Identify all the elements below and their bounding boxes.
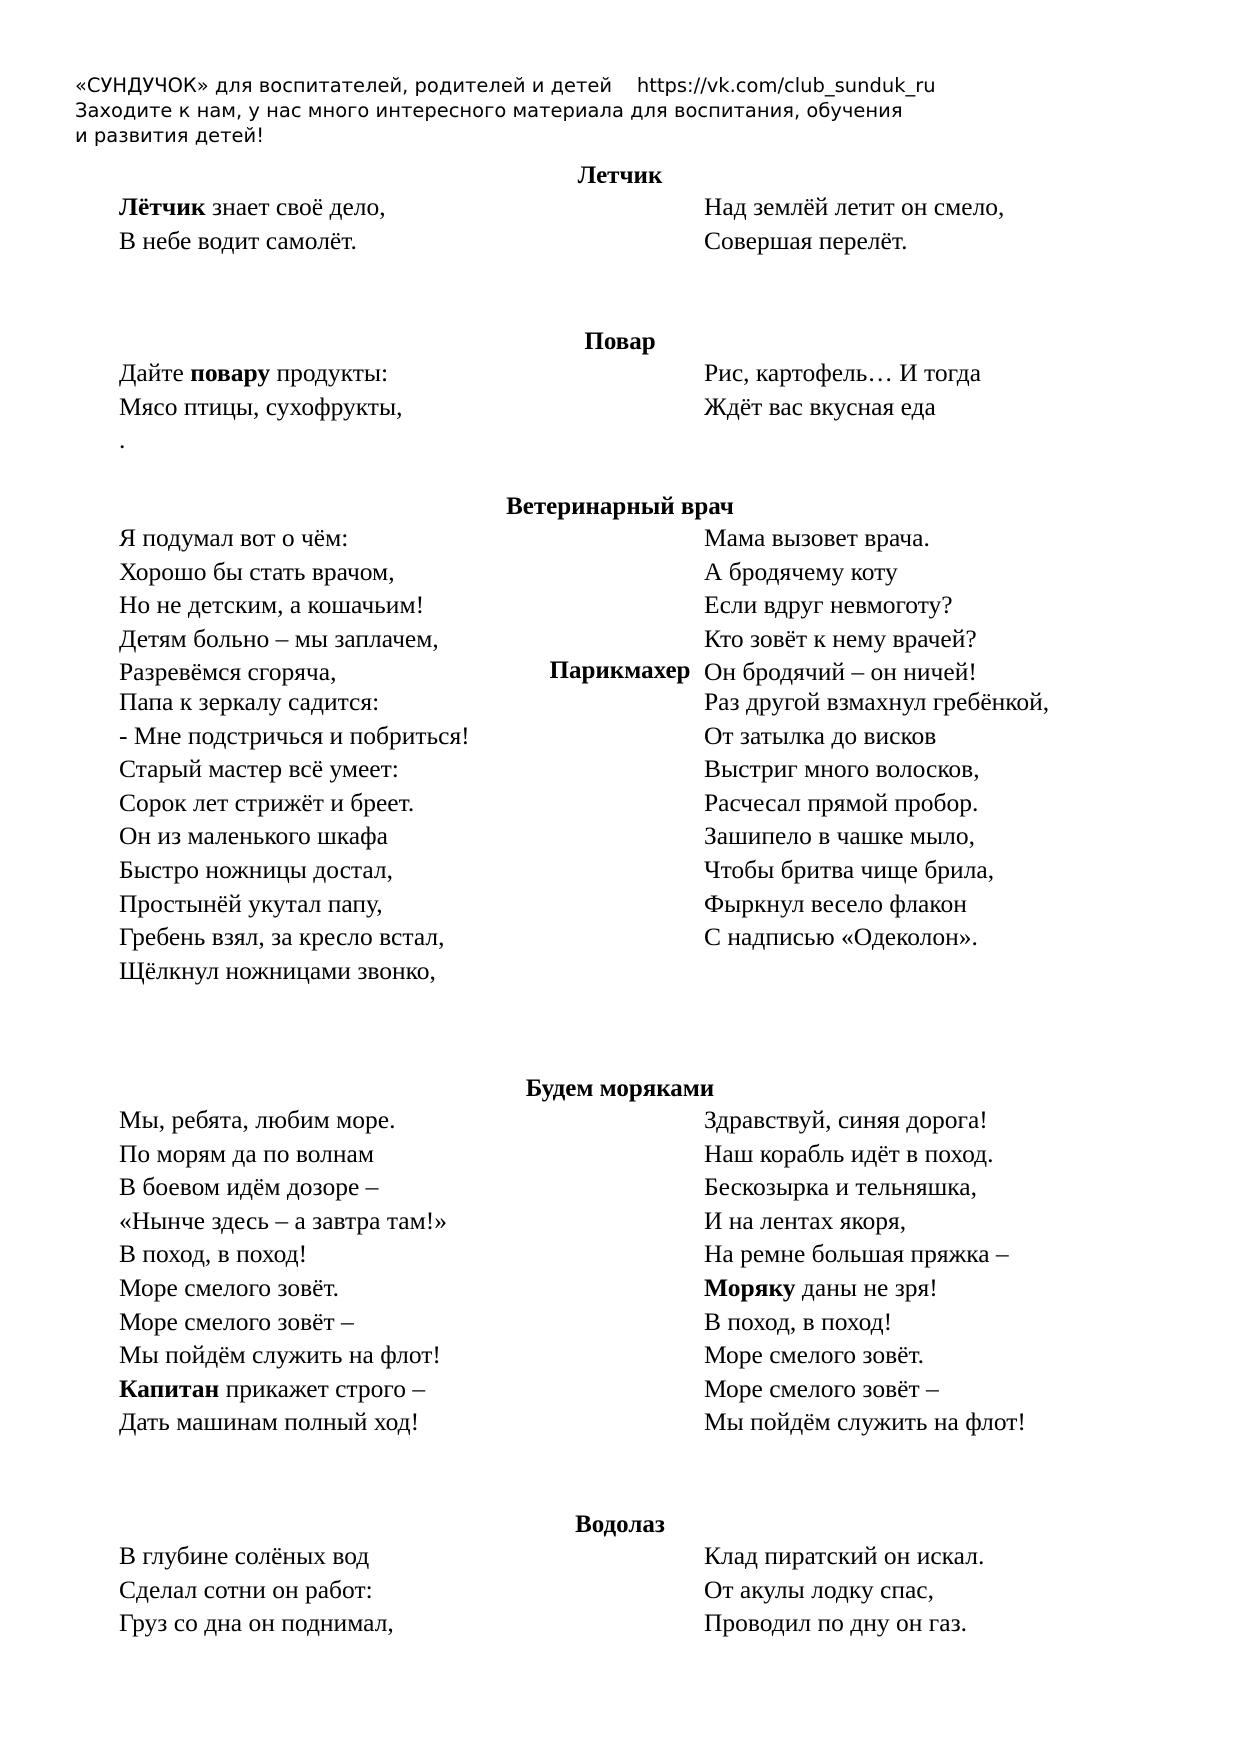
verse-line [704, 1405, 1026, 1439]
verse-line [704, 887, 1049, 921]
verse-line [704, 588, 977, 622]
verse-column-right [704, 1539, 984, 1640]
verse-line [119, 1170, 447, 1204]
verse-text: Но не детским, а кошачьим! [119, 590, 425, 620]
verse-line [704, 521, 977, 555]
verse-line [704, 853, 1049, 887]
verse-line [119, 1338, 447, 1372]
verse-text: продукты: [270, 358, 389, 387]
verse-text: Хорошо бы стать врачом, [119, 556, 395, 586]
verse-text: даны не зря! [795, 1272, 938, 1302]
verse-column-left [119, 1103, 447, 1439]
verse-column-left [119, 1539, 394, 1640]
verse-text: Море смелого зовёт – [704, 1373, 939, 1403]
verse-text: Раз другой взмахнул гребёнкой, [704, 687, 1050, 716]
verse-text: Зашипело в чашке мыло, [704, 821, 975, 851]
verse-line [704, 224, 1004, 258]
verse-text: В глубине солёных вод [119, 1541, 370, 1570]
verse-line [119, 1539, 394, 1573]
verse-line [119, 1204, 447, 1238]
verse-line [119, 1305, 447, 1339]
verse-line [704, 786, 1049, 820]
verse-text: Щёлкнул ножницами звонко, [119, 955, 436, 985]
bold-word: Капитан [119, 1373, 220, 1403]
verse-line [704, 1103, 1026, 1137]
verse-text: Здравствуй, синяя дорога! [704, 1105, 988, 1134]
verse-line [704, 1372, 1026, 1406]
verse-column-left [119, 356, 402, 457]
verse-line [119, 622, 439, 656]
verse-text: Мы пойдём служить на флот! [704, 1407, 1026, 1437]
verse-text: Он бродячий – он ничей! [704, 657, 977, 687]
verse-text: В боевом идём дозоре – [119, 1172, 379, 1202]
verse-text: Выстриг много волосков, [704, 754, 980, 784]
verse-text: Над землёй летит он смело, [704, 192, 1005, 221]
verse-line [704, 685, 1049, 719]
verse-line [119, 1103, 447, 1137]
verse-text: - Мне подстричься и побриться! [119, 720, 470, 750]
poem-title: Летчик [577, 162, 663, 189]
header-line-1: «СУНДУЧОК» для воспитателей, родителей и детей https://vk.com/club_sunduk_ru [75, 74, 936, 97]
verse-text: Клад пиратский он искал. [704, 1541, 985, 1570]
verse-text: Совершая перелёт. [704, 225, 908, 255]
verse-text: Сорок лет стрижёт и бреет. [119, 787, 415, 817]
verse-text: Море смелого зовёт. [119, 1272, 340, 1302]
verse-line [704, 1271, 1026, 1305]
verse-line [119, 356, 402, 390]
verse-column-right [704, 190, 1004, 257]
verse-line [704, 819, 1049, 853]
verse-line [119, 853, 470, 887]
verse-text: Море смелого зовёт – [119, 1306, 354, 1336]
verse-line [119, 1372, 447, 1406]
header-line-2: Заходите к нам, у нас много интересного материала для воспитания, обучения [75, 99, 903, 122]
verse-text: И на лентах якоря, [704, 1205, 907, 1235]
verse-text: «Нынче здесь – а завтра там!» [119, 1205, 447, 1235]
verse-line [119, 752, 470, 786]
verse-text: Дайте [119, 358, 191, 387]
verse-line [119, 1137, 447, 1171]
bold-word: Моряку [704, 1272, 796, 1302]
verse-text: Если вдруг невмоготу? [704, 590, 953, 620]
verse-text: В поход, в поход! [704, 1306, 893, 1336]
verse-line [704, 1170, 1026, 1204]
verse-line [119, 190, 386, 224]
verse-line [704, 1606, 984, 1640]
poem-title: Ветеринарный врач [506, 493, 734, 520]
verse-text: Мясо птицы, сухофрукты, [119, 391, 403, 421]
verse-line [704, 356, 981, 390]
verse-text: Мы, ребята, любим море. [119, 1105, 396, 1134]
bold-word: Лётчик [119, 192, 206, 221]
verse-text: Разревёмся сгоряча, [119, 657, 337, 687]
verse-line [119, 224, 386, 258]
verse-text: прикажет строго – [219, 1373, 426, 1403]
verse-line [119, 1405, 447, 1439]
verse-text: Море смелого зовёт. [704, 1340, 925, 1370]
verse-text: Мы пойдём служить на флот! [119, 1340, 441, 1370]
poem-title: Будем моряками [525, 1075, 715, 1102]
verse-text: Сделал сотни он работ: [119, 1574, 373, 1604]
verse-text: . [119, 425, 126, 455]
verse-column-left [119, 190, 386, 257]
verse-line [704, 1338, 1026, 1372]
poem-title: Повар [584, 328, 656, 355]
verse-text: Наш корабль идёт в поход. [704, 1138, 994, 1168]
verse-line [704, 1137, 1026, 1171]
verse-line [119, 1237, 447, 1271]
verse-text: Груз со дна он поднимал, [119, 1608, 394, 1638]
verse-line [119, 390, 402, 424]
verse-line [119, 685, 470, 719]
verse-line [704, 752, 1049, 786]
verse-line [119, 1271, 447, 1305]
verse-text: Ждёт вас вкусная еда [704, 391, 936, 421]
verse-line [119, 588, 439, 622]
verse-text: А бродячему коту [704, 556, 898, 586]
header-line-3: и развития детей! [75, 124, 265, 147]
verse-text: С надписью «Одеколон». [704, 922, 978, 952]
verse-line [704, 555, 977, 589]
verse-text: знает своё дело, [205, 192, 386, 221]
verse-text: Детям больно – мы заплачем, [119, 623, 439, 653]
verse-text: Папа к зеркалу садится: [119, 687, 380, 716]
verse-line [704, 719, 1049, 753]
verse-column-left [119, 685, 470, 987]
verse-line [119, 719, 470, 753]
verse-text: Мама вызовет врача. [704, 523, 930, 552]
verse-line [119, 555, 439, 589]
verse-text: Дать машинам полный ход! [119, 1407, 420, 1437]
verse-text: По морям да по волнам [119, 1138, 374, 1168]
verse-line [704, 1573, 984, 1607]
poem-title: Водолаз [575, 1511, 665, 1538]
verse-line [119, 954, 470, 988]
poem-title: Парикмахер [549, 657, 691, 684]
verse-text: Расчесал прямой пробор. [704, 787, 979, 817]
verse-text: Я подумал вот о чём: [119, 523, 349, 552]
verse-text: На ремне большая пряжка – [704, 1239, 1009, 1269]
verse-text: Кто зовёт к нему врачей? [704, 623, 977, 653]
verse-line [119, 1573, 394, 1607]
verse-text: От затылка до висков [704, 720, 937, 750]
verse-text: От акулы лодку спас, [704, 1574, 934, 1604]
verse-line [119, 423, 402, 457]
verse-line [704, 390, 981, 424]
verse-text: Чтобы бритва чище брила, [704, 854, 995, 884]
verse-text: Он из маленького шкафа [119, 821, 388, 851]
verse-line [704, 1539, 984, 1573]
verse-line [704, 920, 1049, 954]
verse-line [119, 887, 470, 921]
page-header [75, 73, 936, 148]
verse-text: Старый мастер всё умеет: [119, 754, 399, 784]
verse-column-right [704, 356, 981, 423]
verse-text: Фыркнул весело флакон [704, 888, 967, 918]
verse-line [704, 1237, 1026, 1271]
verse-text: Гребень взял, за кресло встал, [119, 922, 445, 952]
verse-text: Проводил по дну он газ. [704, 1608, 968, 1638]
verse-line [704, 1305, 1026, 1339]
verse-text: Бескозырка и тельняшка, [704, 1172, 977, 1202]
verse-line [119, 1606, 394, 1640]
verse-line [119, 819, 470, 853]
verse-text: Простынёй укутал папу, [119, 888, 383, 918]
verse-line [704, 190, 1004, 224]
verse-line [704, 622, 977, 656]
verse-line [704, 1204, 1026, 1238]
verse-text: Быстро ножницы достал, [119, 854, 394, 884]
verse-line [119, 920, 470, 954]
verse-column-right [704, 1103, 1026, 1439]
verse-column-right [704, 685, 1049, 954]
verse-text: В небе водит самолёт. [119, 225, 357, 255]
verse-line [119, 521, 439, 555]
verse-line [119, 786, 470, 820]
verse-text: В поход, в поход! [119, 1239, 308, 1269]
verse-text: Рис, картофель… И тогда [704, 358, 982, 387]
bold-word: повару [190, 358, 271, 387]
